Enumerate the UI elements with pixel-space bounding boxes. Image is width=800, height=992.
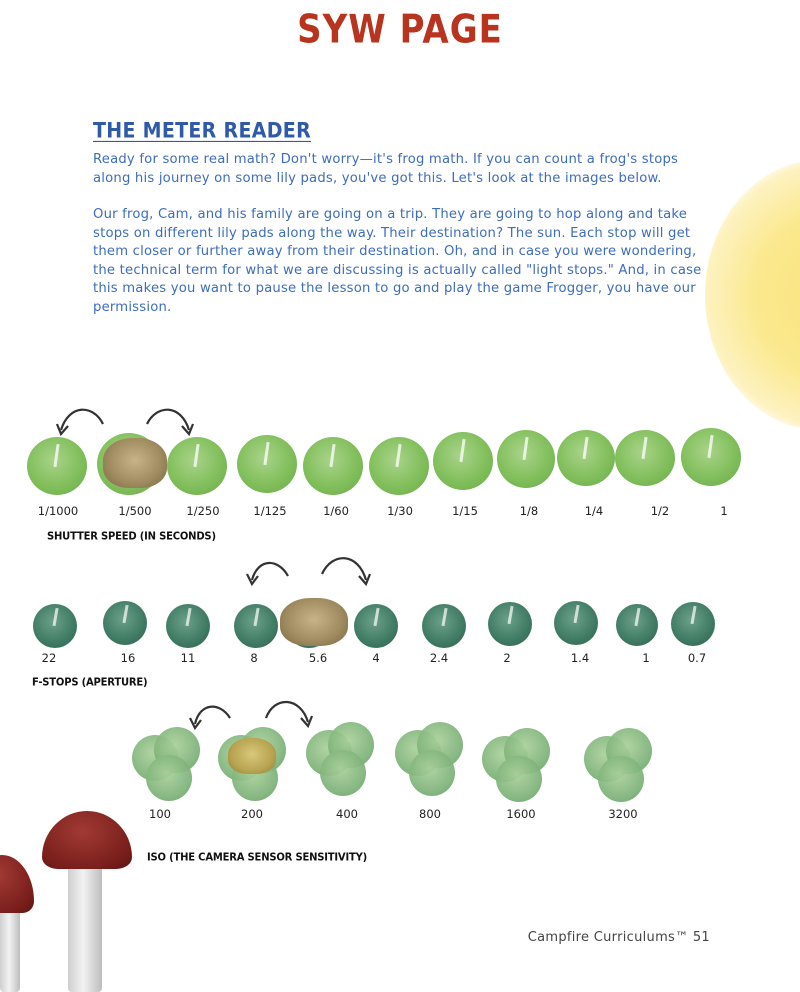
iso-label: 200 xyxy=(241,807,263,821)
iso-label: 3200 xyxy=(608,807,638,821)
lily-pad-icon xyxy=(354,604,398,648)
lily-pad-icon xyxy=(103,601,147,645)
frog-icon xyxy=(103,438,167,488)
lily-pad-icon xyxy=(615,430,675,486)
aperture-label: 2.4 xyxy=(429,651,449,665)
curved-arrow-icon xyxy=(318,552,372,592)
lily-pad-icon xyxy=(303,437,363,495)
lily-pad-icon xyxy=(433,432,493,490)
lily-pad-icon xyxy=(497,430,555,488)
mushroom-stem xyxy=(68,855,102,992)
aperture-label: 4 xyxy=(372,651,380,665)
aperture-label: 0.7 xyxy=(687,651,707,665)
shutter-label: 1/500 xyxy=(118,504,152,518)
aperture-label: 2 xyxy=(503,651,511,665)
curved-arrow-icon xyxy=(55,404,107,442)
aperture-label: 16 xyxy=(120,651,136,665)
shutter-label: 1/60 xyxy=(323,504,349,518)
aperture-caption: F-STOPS (APERTURE) xyxy=(32,676,148,689)
lily-pad-icon xyxy=(237,435,297,493)
iso-label: 800 xyxy=(419,807,441,821)
shutter-label: 1/8 xyxy=(519,504,539,518)
lily-pad-icon xyxy=(369,437,429,495)
intro-paragraph: Ready for some real math? Don't worry—it's frog math. If you can count a frog's stops along his journey on some lily pads, you've got this. Let's look at the images below. xyxy=(93,152,679,186)
lily-pad-icon xyxy=(488,602,532,646)
page-footer: Campfire Curriculums™ 51 xyxy=(527,930,710,945)
lily-pad-icon xyxy=(671,602,715,646)
mushroom-cap xyxy=(42,811,132,869)
curved-arrow-icon xyxy=(262,696,314,734)
aperture-label: 1.4 xyxy=(570,651,590,665)
shutter-label: 1/4 xyxy=(584,504,604,518)
shutter-label: 1/30 xyxy=(387,504,413,518)
shutter-label: 1/2 xyxy=(650,504,670,518)
aperture-label: 11 xyxy=(180,651,196,665)
lily-pad-icon xyxy=(234,604,278,648)
lily-pad-icon xyxy=(33,604,77,648)
frog-icon xyxy=(228,738,276,774)
iso-label: 1600 xyxy=(506,807,536,821)
aperture-label: 1 xyxy=(642,651,650,665)
section-heading: THE METER READER xyxy=(93,118,312,144)
aperture-label: 22 xyxy=(41,651,57,665)
aperture-label: 8 xyxy=(250,651,258,665)
iso-caption: ISO (THE CAMERA SENSOR SENSITIVITY) xyxy=(147,851,368,864)
shutter-label: 1/1000 xyxy=(37,504,79,518)
lily-pad-icon xyxy=(616,604,658,646)
lily-pad-icon xyxy=(166,604,210,648)
shutter-label: 1/125 xyxy=(253,504,287,518)
lily-pad-icon xyxy=(27,437,87,495)
lily-pad-icon xyxy=(681,428,741,486)
iso-label: 400 xyxy=(336,807,358,821)
curved-arrow-icon xyxy=(143,404,195,442)
lily-pad-icon xyxy=(132,727,208,803)
iso-label: 100 xyxy=(149,807,171,821)
mushroom-cap xyxy=(0,855,34,913)
frog-icon xyxy=(280,598,348,646)
lily-pad-icon xyxy=(422,604,466,648)
shutter-label: 1/15 xyxy=(452,504,478,518)
shutter-label: 1 xyxy=(720,504,728,518)
story-paragraph: Our frog, Cam, and his family are going on a trip. They are going to hop along and take stops on different lily pads along the way. Their destination? The sun. Each stop will get them closer or further away from their destination. Oh, and in case you were wondering, the technical term for what we are discussing is actually called "light stops." And, in case this makes you want to pause the lesson to go and play the game Frogger, you have our permission. xyxy=(93,207,702,315)
sun-icon xyxy=(705,160,800,430)
aperture-label: 5.6 xyxy=(308,651,328,665)
lily-pad-icon xyxy=(167,437,227,495)
page-title: SYW PAGE xyxy=(297,7,503,53)
lily-pad-icon xyxy=(584,728,660,804)
lily-pad-icon xyxy=(306,722,382,798)
lily-pad-icon xyxy=(554,601,598,645)
lily-pad-icon xyxy=(395,722,471,798)
lily-pad-icon xyxy=(557,430,615,486)
curved-arrow-icon xyxy=(188,700,234,734)
shutter-label: 1/250 xyxy=(186,504,220,518)
curved-arrow-icon xyxy=(244,556,292,590)
shutter-caption: SHUTTER SPEED (IN SECONDS) xyxy=(47,530,216,543)
lily-pad-icon xyxy=(482,728,558,804)
